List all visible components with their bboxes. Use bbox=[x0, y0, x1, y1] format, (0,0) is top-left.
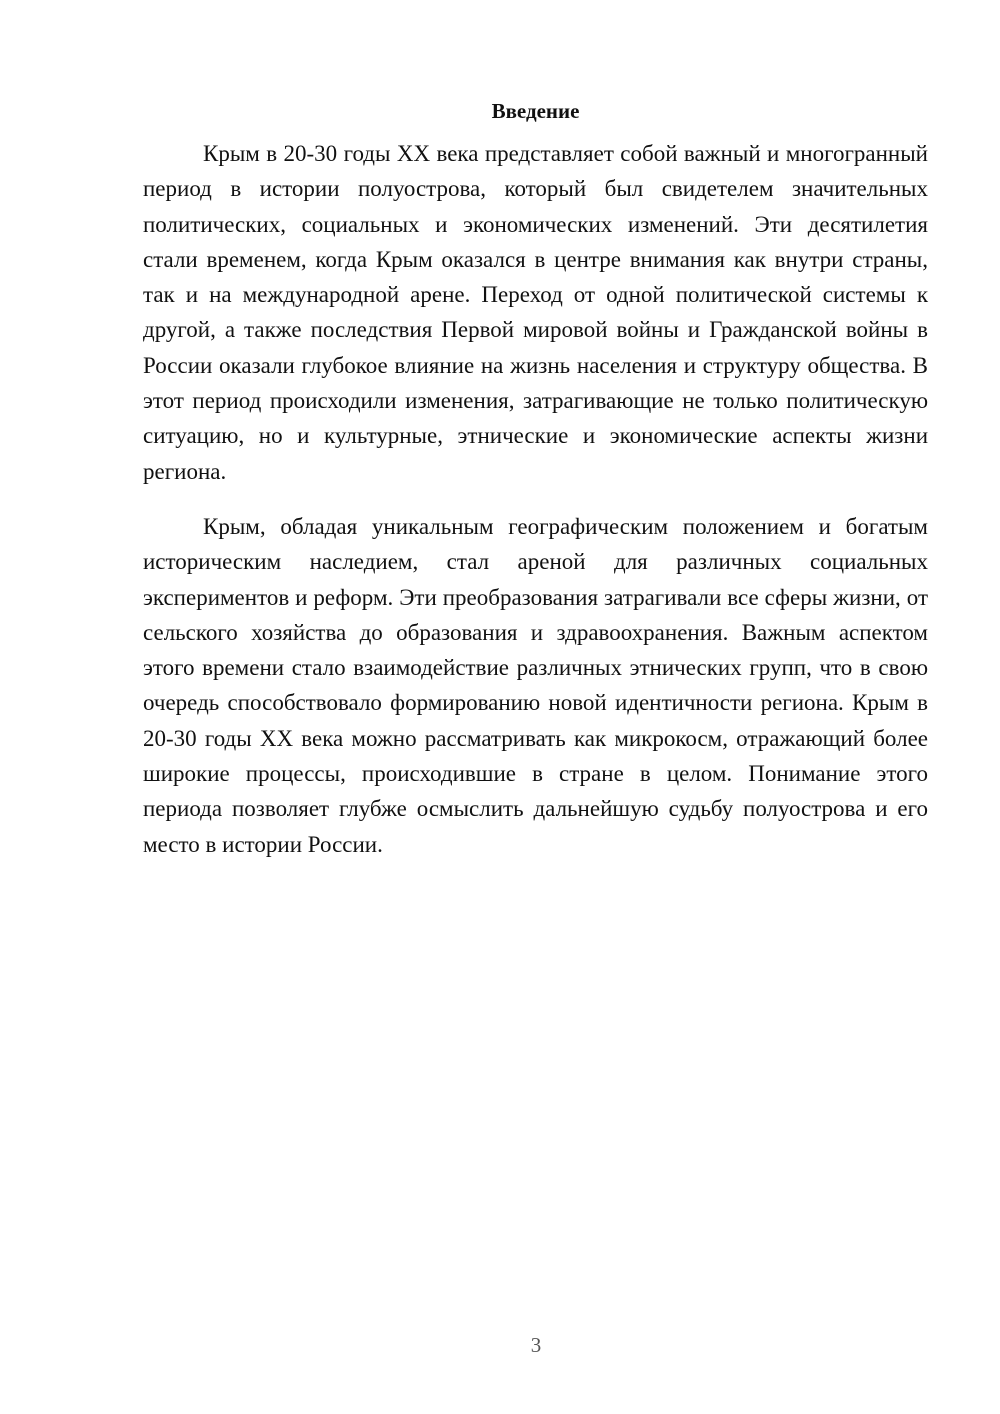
page-number: 3 bbox=[530, 1333, 542, 1357]
section-heading: Введение bbox=[491, 99, 580, 123]
page-content bbox=[143, 96, 928, 862]
paragraph-2: Крым, обладая уникальным географическим положением и богатым историческим наследием, стал ареной для различных социальных экспериментов и реформ. Эти преобразования затрагивали все сферы жизни, от сельского хозяйства до образования и здравоохранения. Важным аспектом этого времени стало взаимодействие различных этнических групп, что в свою очередь способствовало формированию новой идентичности региона. Крым в 20-30 годы XX века можно рассматривать как микрокосм, отражающий более широкие процессы, происходившие в стране в целом. Понимание этого периода позволяет глубже осмыслить дальнейшую судьбу полуострова и его место в истории России. bbox=[143, 513, 928, 857]
paragraph-1: Крым в 20-30 годы XX века представляет собой важный и многогранный период в истории полуострова, который был свидетелем значительных политических, социальных и экономических изменений. Эти десятилетия стали временем, когда Крым оказался в центре внимания как внутри страны, так и на международной арене. Переход от одной политической системы к другой, а также последствия Первой мировой войны и Гражданской войны в России оказали глубокое влияние на жизнь населения и структуру общества. В этот период происходили изменения, затрагивающие не только политическую ситуацию, но и культурные, этнические и экономические аспекты жизни региона. bbox=[143, 141, 928, 484]
